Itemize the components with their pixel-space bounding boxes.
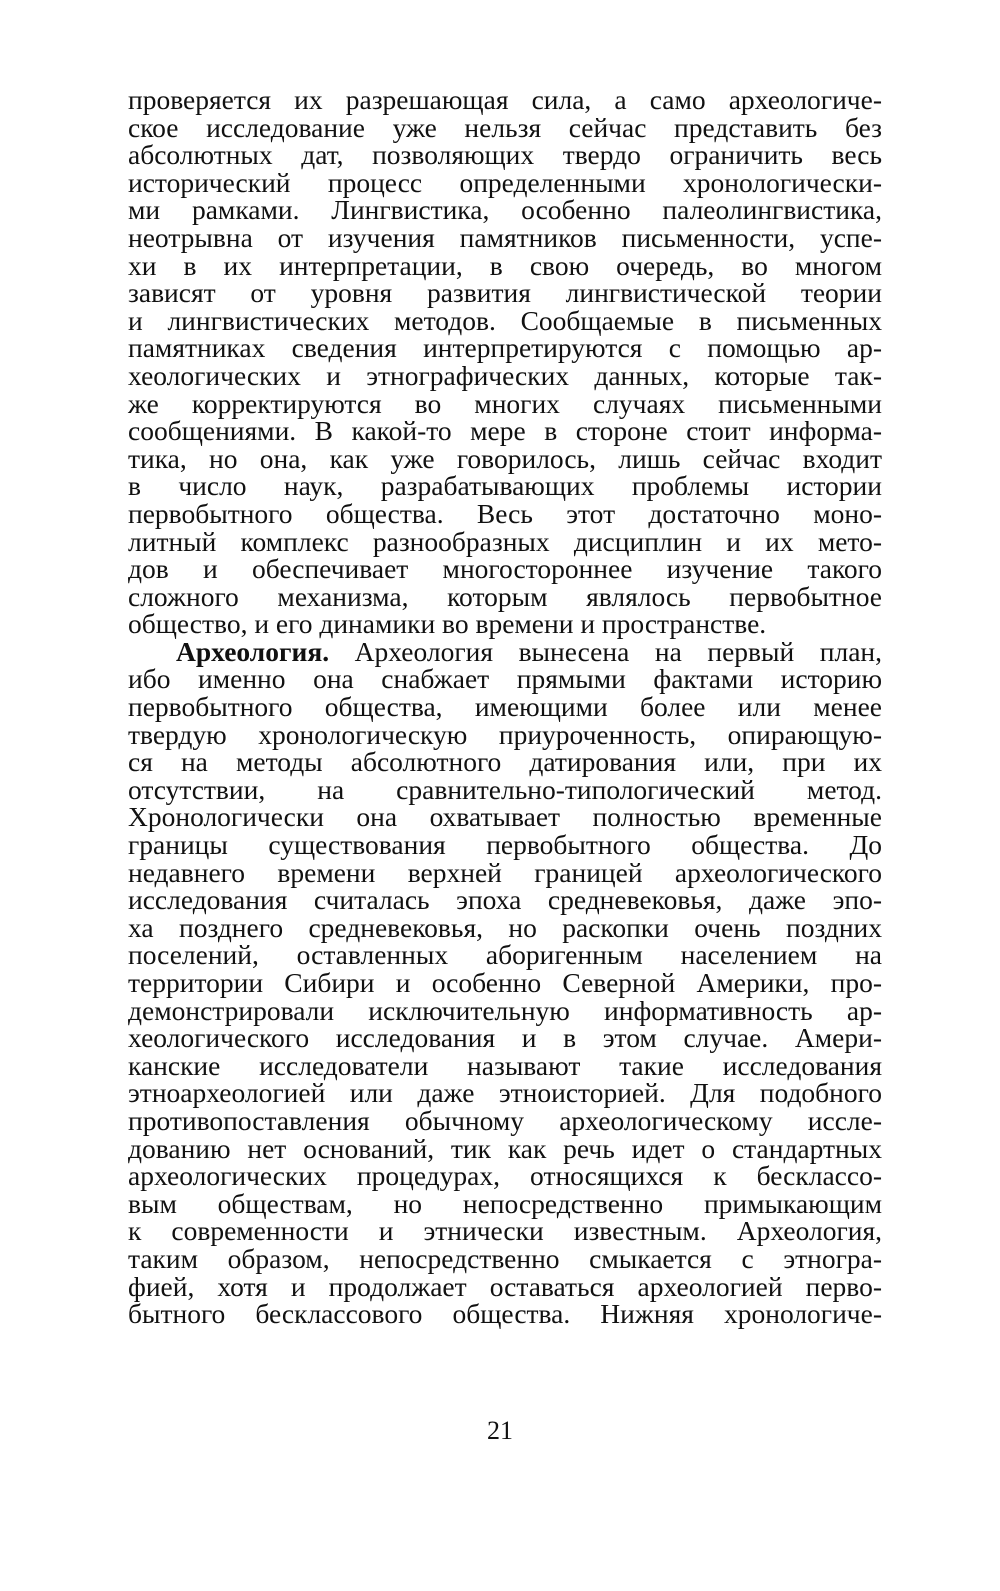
text-line: хеологических и этнографических данных, которые так- [128,359,882,391]
text-line: исторический процесс определенными хронологически- [128,166,882,198]
text-line: абсолютных дат, позволяющих твердо ограничить весь [128,139,882,171]
text-line: тика, но она, как уже говорилось, лишь сейчас входит [128,442,882,474]
paragraph-2 [128,635,882,1330]
text-line: в число наук, разрабатывающих проблемы истории [128,470,882,502]
text-line: первобытного общества, имеющими более или менее [128,691,882,723]
text-line: поселений, оставленных аборигенным населением на [128,939,882,971]
text-line: отсутствии, на сравнительно-типологический метод. [128,773,882,805]
text-line: хеологического исследования и в этом случае. Амери- [128,1022,882,1054]
text-line: литный комплекс разнообразных дисциплин и их мето- [128,525,882,557]
text-line: сложного механизма, которым являлось первобытное [128,580,882,612]
text-line: сообщениями. В какой-то мере в стороне стоит информа- [128,415,882,447]
text-line: территории Сибири и особенно Северной Америки, про- [128,967,882,998]
text-line: твердую хронологическую приуроченность, опирающую- [128,718,882,750]
text-line: и лингвистических методов. Сообщаемые в письменных [128,304,882,336]
text-line: зависят от уровня развития лингвистической теории [128,277,882,309]
text-line: этноархеологией или даже этноисторией. Для подобного [128,1077,882,1109]
text-line: неотрывна от изучения памятников письменности, успе- [128,221,882,253]
text-line: ха позднего средневековья, но раскопки очень поздних [128,911,882,943]
text-line: дованию нет оснований, тик как речь идет о стандартных [128,1132,882,1164]
text-line: хи в их интерпретации, в свою очередь, во многом [128,249,882,281]
paragraph-1 [128,86,882,638]
text-line: же корректируются во многих случаях письменными [128,387,882,419]
text-line: дов и обеспечивает многостороннее изучение такого [128,553,882,585]
text-line: фией, хотя и продолжает оставаться археологией перво- [128,1270,882,1302]
text-line: демонстрировали исключительную информативность ар- [128,994,882,1026]
text-line: к современности и этнически известным. Археология, [128,1215,882,1247]
text-line: ибо именно она снабжает прямыми фактами историю [128,663,882,695]
text-line: ское исследование уже нельзя сейчас представить без [128,111,882,143]
text-span: Археология вынесена на первый план, [329,635,882,667]
text-line: противопоставления обычному археологическому иссле- [128,1104,882,1136]
text-line: ми рамками. Лингвистика, особенно палеолингвистика, [128,194,882,226]
text-line: Хронологически она охватывает полностью временные [128,801,882,833]
text-line: археологических процедурах, относящихся к бесклассо- [128,1160,882,1192]
page-number: 21 [487,1416,513,1445]
text-line: вым обществам, но непосредственно примыкающим [128,1187,882,1219]
text-line: границы существования первобытного общества. До [128,829,882,861]
text-line: общество, и его динамики во времени и пространстве. [128,608,767,640]
page-body [128,86,882,1328]
section-heading: Археология. [176,635,330,667]
text-line: таким образом, непосредственно смыкается с этногра- [128,1242,882,1274]
text-line: первобытного общества. Весь этот достаточно моно- [128,497,882,529]
text-line: бытного бесклассового общества. Нижняя хронологиче- [128,1298,882,1330]
text-line: проверяется их разрешающая сила, а само археологиче- [128,84,882,115]
text-line [128,635,882,667]
text-line: исследования считалась эпоха средневековья, даже эпо- [128,884,882,916]
text-line: канские исследователи называют такие исследования [128,1049,882,1081]
text-line: ся на методы абсолютного датирования или, при их [128,746,882,778]
text-line: памятниках сведения интерпретируются с помощью ар- [128,332,882,364]
text-line: недавнего времени верхней границей археологического [128,856,882,888]
